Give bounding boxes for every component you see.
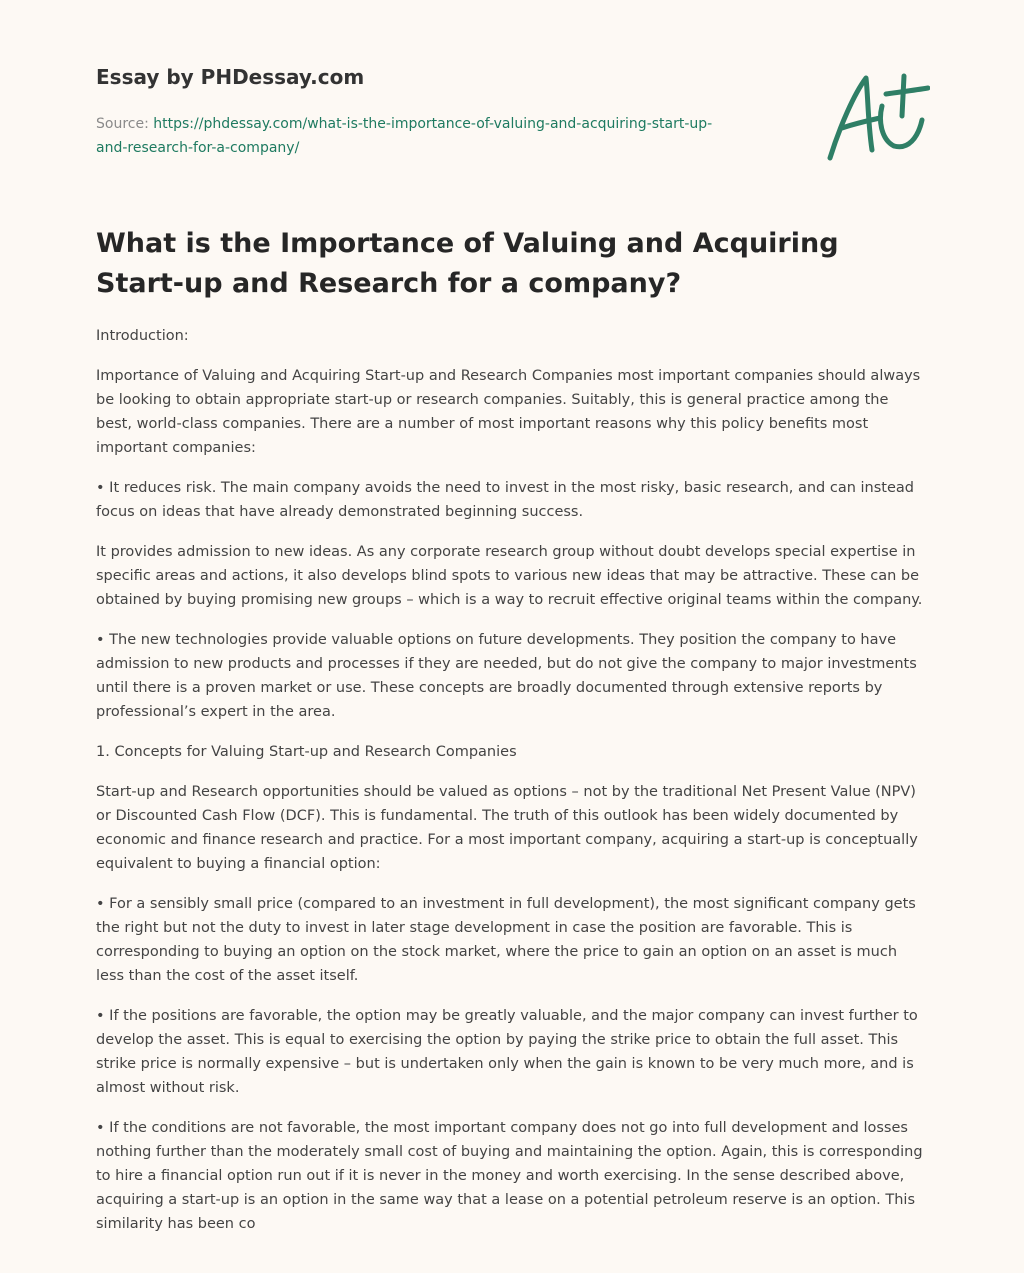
section-heading: 1. Concepts for Valuing Start-up and Research Companies [96,744,517,760]
paragraph: Start-up and Research opportunities should be valued as options – not by the traditional Net Present Value (NPV) or Discounted Cash Flow (DCF). This is fundamental. The truth of this outlook has been widely documented by economic and finance research and practice. For a most important company, acquiring a start-up is conceptually equivalent to buying a financial option: [96,784,918,872]
a-plus-logo-svg [820,66,930,166]
source-line [96,112,736,160]
bullet-paragraph: • The new technologies provide valuable options on future developments. They position the company to have admission to new products and processes if they are needed, but do not give the company to major investments until there is a proven market or use. These concepts are broadly documented through extensive reports by professional’s expert in the area. [96,632,917,720]
source-link[interactable]: https://phdessay.com/what-is-the-importance-of-valuing-and-acquiring-start-up-and-research-for-a-company/ [96,116,713,156]
bullet-paragraph: • It reduces risk. The main company avoids the need to invest in the most risky, basic research, and can instead focus on ideas that have already demonstrated beginning success. [96,480,914,520]
paragraph: It provides admission to new ideas. As any corporate research group without doubt develops special expertise in specific areas and actions, it also develops blind spots to various new ideas that may be attractive. These can be obtained by buying promising new groups – which is a way to recruit effective original teams within the company. [96,544,923,608]
bullet-paragraph: • For a sensibly small price (compared to an investment in full development), the most significant company gets the right but not the duty to invest in later stage development in case the position are favorable. This is corresponding to buying an option on the stock market, where the price to gain an option on an asset is much less than the cost of the asset itself. [96,896,916,984]
article-title: What is the Importance of Valuing and Acquiring Start-up and Research for a company? [96,228,839,299]
site-header [96,62,796,160]
site-name: Essay by PHDessay.com [96,65,365,89]
bullet-paragraph: • If the positions are favorable, the option may be greatly valuable, and the major company can invest further to develop the asset. This is equal to exercising the option by paying the strike price to obtain the full asset. This strike price is normally expensive – but is undertaken only when the gain is known to be very much more, and is almost without risk. [96,1008,918,1096]
a-plus-grade-icon [820,66,930,166]
paragraph: Importance of Valuing and Acquiring Start-up and Research Companies most important companies should always be looking to obtain appropriate start-up or research companies. Suitably, this is general practice among the best, world-class companies. There are a number of most important reasons why this policy benefits most important companies: [96,368,921,456]
bullet-paragraph: • If the conditions are not favorable, the most important company does not go into full development and losses nothing further than the moderately small cost of buying and maintaining the option. Again, this is corresponding to hire a financial option run out if it is never in the money and worth exercising. In the sense described above, acquiring a start-up is an option in the same way that a lease on a potential petroleum reserve is an option. This similarity has been co [96,1120,923,1232]
article [96,224,928,1252]
source-label: Source: [96,116,149,132]
intro-heading: Introduction: [96,328,189,344]
